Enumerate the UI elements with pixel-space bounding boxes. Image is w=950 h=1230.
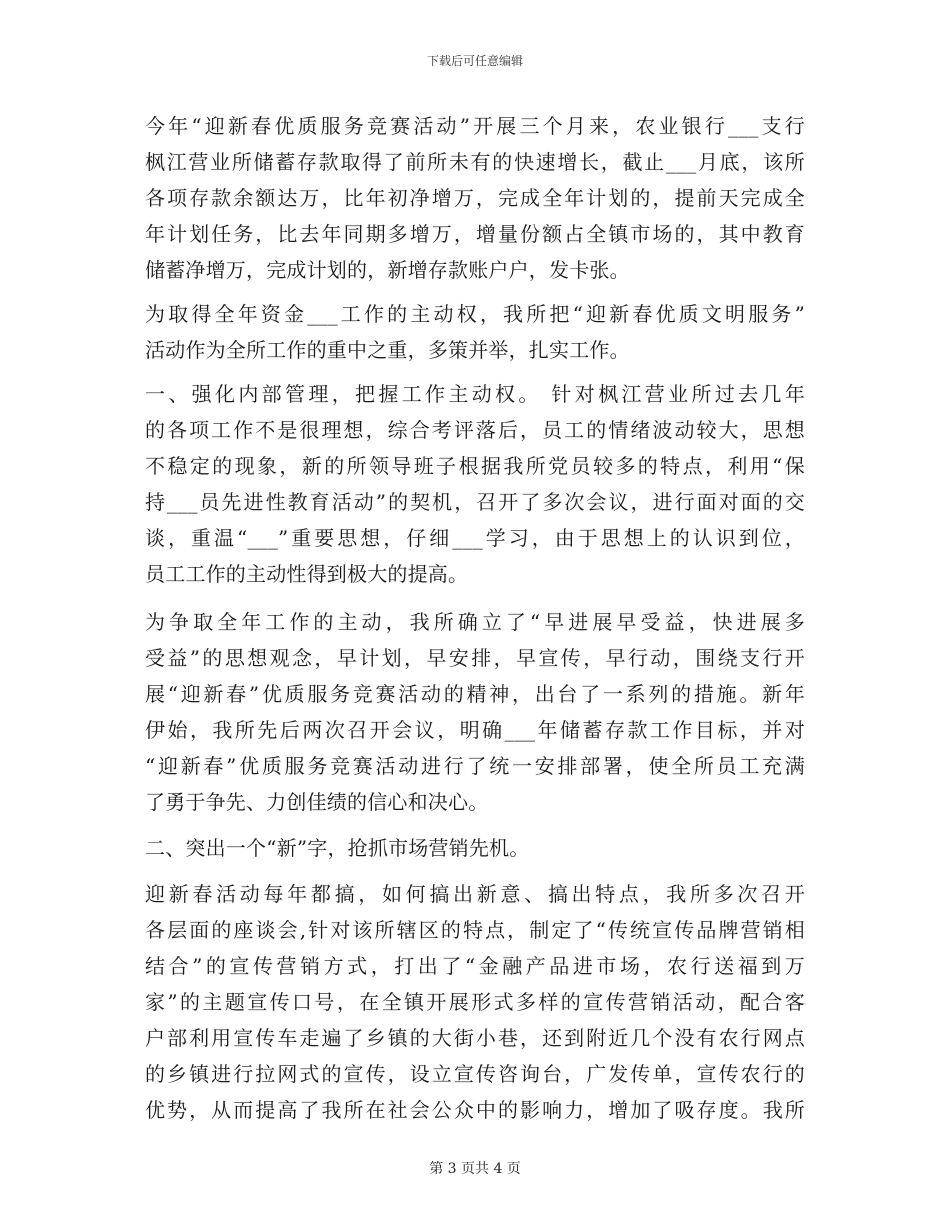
text-line: 活动作为全所工作的重中之重，多策并举，扎实工作。 — [145, 338, 630, 362]
text-line: 员工工作的主动性得到极大的提高。 — [145, 562, 469, 586]
paragraph — [145, 604, 805, 820]
paragraph — [145, 108, 805, 288]
text-line: 伊始，我所先后两次召开会议，明确___年储蓄存款工作目标，并对 — [145, 718, 805, 742]
paragraph — [145, 296, 805, 368]
text-line: 的各项工作不是很理想，综合考评落后，员工的情绪波动较大，思想 — [145, 418, 805, 442]
text-line: 枫江营业所储蓄存款取得了前所未有的快速增长，截止___月底，该所 — [145, 150, 805, 174]
text-line: 各项存款余额达万，比年初净增万，完成全年计划的，提前天完成全 — [145, 186, 805, 210]
text-line: 受益”的思想观念，早计划，早安排，早宣传，早行动，围绕支行开 — [145, 646, 805, 670]
text-line: 二、突出一个“新”字，抢抓市场营销先机。 — [145, 836, 530, 860]
paragraph — [145, 876, 805, 1128]
paragraph — [145, 376, 805, 592]
text-line: 储蓄净增万，完成计划的，新增存款账户户，发卡张。 — [145, 258, 630, 282]
section-heading — [145, 830, 805, 866]
text-line: 的乡镇进行拉网式的宣传，设立宣传咨询台，广发传单，宣传农行的 — [145, 1062, 805, 1086]
text-line: 优势，从而提高了我所在社会公众中的影响力，增加了吸存度。我所 — [145, 1098, 805, 1122]
text-line: “迎新春”优质服务竞赛活动进行了统一安排部署，使全所员工充满 — [145, 754, 805, 778]
text-line: 今年“迎新春优质服务竞赛活动”开展三个月来，农业银行___支行 — [145, 114, 805, 138]
text-line: 户部利用宣传车走遍了乡镇的大街小巷，还到附近几个没有农行网点 — [145, 1026, 805, 1050]
text-line: 了勇于争先、力创佳绩的信心和决心。 — [145, 790, 489, 814]
text-line: 结合”的宣传营销方式，打出了“金融产品进市场，农行送福到万 — [145, 954, 805, 978]
text-line: 不稳定的现象，新的所领导班子根据我所党员较多的特点，利用“保 — [145, 454, 805, 478]
text-line: 持___员先进性教育活动”的契机，召开了多次会议，进行面对面的交 — [145, 490, 805, 514]
text-line: 年计划任务，比去年同期多增万，增量份额占全镇市场的，其中教育 — [145, 222, 805, 246]
text-line: 迎新春活动每年都搞，如何搞出新意、搞出特点，我所多次召开 — [145, 882, 805, 906]
page-header-note: 下载后可任意编辑 — [426, 54, 523, 68]
text-line: 一、强化内部管理，把握工作主动权。 针对枫江营业所过去几年 — [145, 382, 805, 406]
text-line: 展“迎新春”优质服务竞赛活动的精神，出台了一系列的措施。新年 — [145, 682, 805, 706]
text-line: 家”的主题宣传口号，在全镇开展形式多样的宣传营销活动，配合客 — [145, 990, 805, 1014]
text-line: 为取得全年资金___工作的主动权，我所把“迎新春优质文明服务” — [145, 302, 805, 326]
document-body — [145, 108, 805, 1128]
text-line: 为争取全年工作的主动，我所确立了“早进展早受益，快进展多 — [145, 610, 805, 634]
page-number: 第 3 页共 4 页 — [429, 1161, 521, 1177]
text-line: 谈，重温“___”重要思想，仔细___学习，由于思想上的认识到位， — [145, 526, 805, 550]
text-line: 各层面的座谈会,针对该所辖区的特点，制定了“传统宣传品牌营销相 — [145, 918, 805, 942]
